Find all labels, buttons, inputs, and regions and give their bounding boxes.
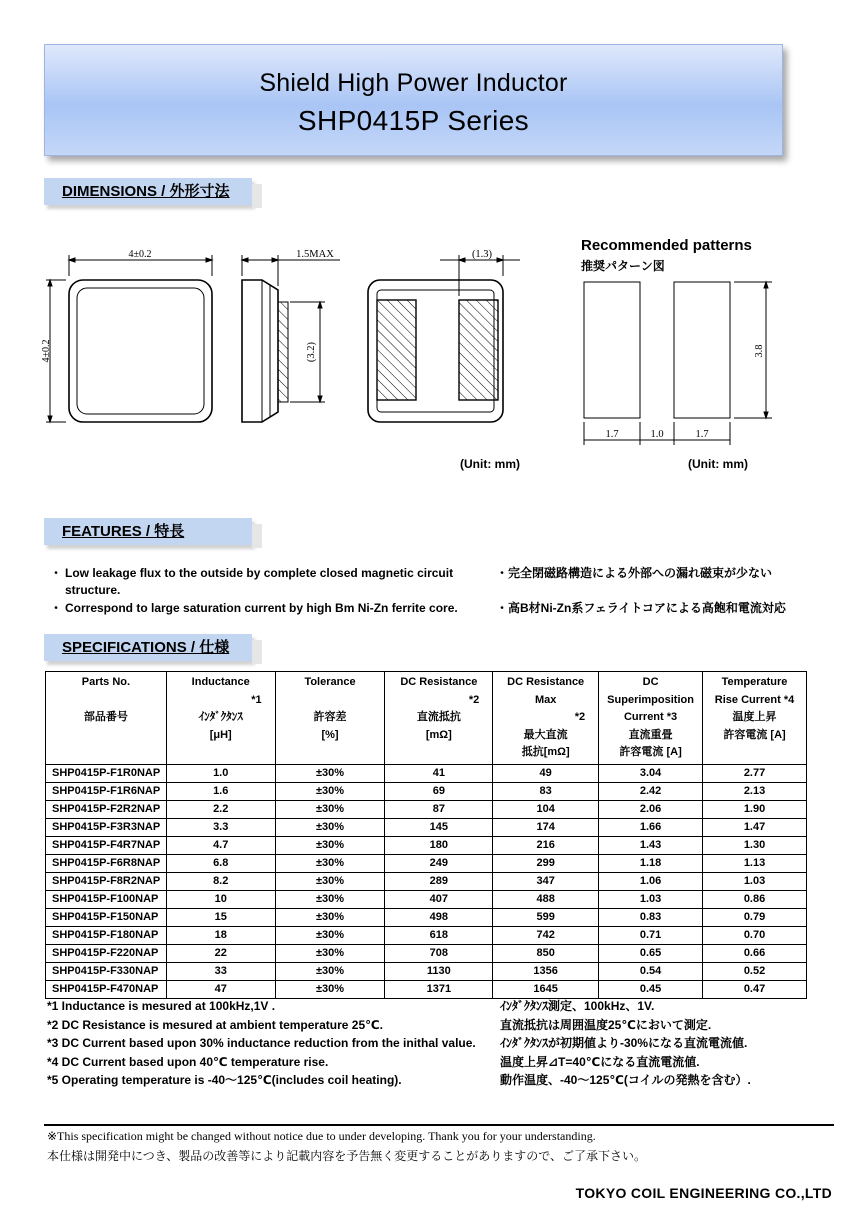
pad-left [584, 282, 640, 418]
header-inductance: Inductance *1 ｲﾝﾀﾞｸﾀﾝｽ [μH] [166, 672, 275, 765]
table-cell: 145 [385, 818, 493, 836]
note-jp-1: ｲﾝﾀﾞｸﾀﾝｽ測定、100kHz、1V. [500, 999, 655, 1013]
table-cell: 41 [385, 764, 493, 782]
table-row [46, 836, 807, 854]
table-cell: 1371 [385, 980, 493, 998]
table-cell: 289 [385, 872, 493, 890]
header-dc-resistance-max: DC Resistance Max *2 最大直流 抵抗[mΩ] [493, 672, 599, 765]
table-cell: 249 [385, 854, 493, 872]
header-dc-resistance: DC Resistance *2 直流抵抗 [mΩ] [385, 672, 493, 765]
table-row [46, 764, 807, 782]
features-heading: FEATURES / 特長 [44, 518, 252, 545]
table-cell: 3.3 [166, 818, 275, 836]
series-title: SHP0415P Series [297, 105, 530, 136]
table-cell: 49 [493, 764, 599, 782]
dimension-drawings [0, 230, 860, 450]
table-cell: 1.0 [166, 764, 275, 782]
table-cell: 3.04 [599, 764, 703, 782]
table-cell: 1.03 [599, 890, 703, 908]
table-cell: ±30% [275, 890, 385, 908]
table-cell: 2.06 [599, 800, 703, 818]
table-cell: 6.8 [166, 854, 275, 872]
product-title: Shield High Power Inductor [259, 69, 568, 97]
feature-item-jp: ・完全閉磁路構造による外部への漏れ磁束が少ない [496, 566, 773, 580]
table-cell: 0.70 [703, 926, 807, 944]
table-cell: 407 [385, 890, 493, 908]
table-cell: 599 [493, 908, 599, 926]
unit-right: (Unit: mm) [688, 457, 748, 471]
company-name: TOKYO COIL ENGINEERING CO.,LTD [575, 1185, 832, 1201]
table-cell: SHP0415P-F1R6NAP [46, 782, 167, 800]
dimensions-heading: DIMENSIONS / 外形寸法 [44, 178, 252, 205]
header-dc-superimposition: DC Superimposition Current *3 直流重畳 許容電流 [A] [599, 672, 703, 765]
header-temperature-rise: Temperature Rise Current *4 温度上昇 許容電流 [A] [703, 672, 807, 765]
note-2: *2 DC Resistance is mesured at ambient temperature 25℃. [47, 1017, 383, 1032]
specifications-heading: SPECIFICATIONS / 仕様 [44, 634, 252, 661]
table-row [46, 872, 807, 890]
table-cell: ±30% [275, 926, 385, 944]
note-5: *5 Operating temperature is -40～125℃(includes coil heating). [47, 1073, 402, 1088]
table-cell: 488 [493, 890, 599, 908]
table-cell: 0.66 [703, 944, 807, 962]
feature-bullet: ・ [50, 566, 63, 580]
table-cell: ±30% [275, 782, 385, 800]
table-cell: SHP0415P-F330NAP [46, 962, 167, 980]
table-cell: SHP0415P-F3R3NAP [46, 818, 167, 836]
table-cell: ±30% [275, 818, 385, 836]
table-cell: 0.54 [599, 962, 703, 980]
feature-item: Correspond to large saturation current by high Bm Ni-Zn ferrite core. [65, 601, 458, 615]
table-cell: ±30% [275, 908, 385, 926]
table-cell: 0.86 [703, 890, 807, 908]
table-cell: 4.7 [166, 836, 275, 854]
table-cell: 1.90 [703, 800, 807, 818]
title-banner [44, 44, 783, 156]
table-cell: 1.30 [703, 836, 807, 854]
table-row [46, 818, 807, 836]
note-jp-2: 直流抵抗は周囲温度25℃において測定. [500, 1017, 712, 1032]
table-cell: 22 [166, 944, 275, 962]
table-row [46, 890, 807, 908]
table-cell: 1.66 [599, 818, 703, 836]
dim-width-label: 4±0.2 [128, 249, 152, 260]
unit-left: (Unit: mm) [460, 457, 520, 471]
note-1: *1 Inductance is mesured at 100kHz,1V . [47, 999, 276, 1013]
table-cell: SHP0415P-F470NAP [46, 980, 167, 998]
table-cell: 0.47 [703, 980, 807, 998]
table-cell: 0.45 [599, 980, 703, 998]
recommended-pattern-subtitle: 推奨パターン図 [581, 259, 665, 273]
table-cell: ±30% [275, 980, 385, 998]
table-cell: SHP0415P-F220NAP [46, 944, 167, 962]
table-cell: 1.06 [599, 872, 703, 890]
table-cell: SHP0415P-F100NAP [46, 890, 167, 908]
table-cell: ±30% [275, 962, 385, 980]
note-4: *4 DC Current based upon 40℃ temperature rise. [47, 1054, 329, 1069]
dim-electrode-label: (1.3) [471, 249, 493, 260]
table-cell: SHP0415P-F8R2NAP [46, 872, 167, 890]
table-cell: 15 [166, 908, 275, 926]
table-cell: 0.83 [599, 908, 703, 926]
dim-inner-label: (3.2) [306, 341, 317, 363]
header-parts-no: Parts No. 部品番号 [46, 672, 167, 765]
table-cell: 216 [493, 836, 599, 854]
table-cell: SHP0415P-F1R0NAP [46, 764, 167, 782]
table-cell: 498 [385, 908, 493, 926]
table-cell: 347 [493, 872, 599, 890]
note-jp-3: ｲﾝﾀﾞｸﾀﾝｽが初期値より-30%になる直流電流値. [500, 1036, 748, 1051]
notes-jp [500, 997, 751, 1090]
table-cell: SHP0415P-F6R8NAP [46, 854, 167, 872]
table-cell: 10 [166, 890, 275, 908]
table-cell: 47 [166, 980, 275, 998]
table-cell: 0.65 [599, 944, 703, 962]
table-cell: 1.18 [599, 854, 703, 872]
table-cell: 1.03 [703, 872, 807, 890]
note-jp-4: 温度上昇⊿T=40℃になる直流電流値. [500, 1054, 700, 1069]
table-row [46, 980, 807, 998]
table-cell: 33 [166, 962, 275, 980]
pad-w1-label: 1.7 [605, 429, 619, 440]
table-cell: ±30% [275, 800, 385, 818]
table-cell: 174 [493, 818, 599, 836]
table-row [46, 782, 807, 800]
table-cell: ±30% [275, 944, 385, 962]
disclaimer-jp: 本仕様は開発中につき、製品の改善等により記載内容を予告無く変更することがありますので、ご了承下さい。 [47, 1149, 647, 1163]
table-cell: ±30% [275, 764, 385, 782]
table-cell: SHP0415P-F2R2NAP [46, 800, 167, 818]
table-cell: 2.13 [703, 782, 807, 800]
recommended-pattern-title: Recommended patterns [581, 237, 752, 254]
table-row [46, 962, 807, 980]
table-cell: 299 [493, 854, 599, 872]
table-cell: 1.13 [703, 854, 807, 872]
disclaimer-en: ※This specification might be changed without notice due to under developing. Thank you for your understanding. [47, 1129, 596, 1143]
table-cell: SHP0415P-F4R7NAP [46, 836, 167, 854]
table-cell: 618 [385, 926, 493, 944]
table-cell: 18 [166, 926, 275, 944]
table-cell: 1645 [493, 980, 599, 998]
table-cell: ±30% [275, 872, 385, 890]
table-cell: 0.71 [599, 926, 703, 944]
table-row [46, 854, 807, 872]
table-cell: SHP0415P-F180NAP [46, 926, 167, 944]
table-cell: 1356 [493, 962, 599, 980]
notes-en [47, 997, 476, 1090]
divider [44, 1124, 834, 1126]
table-cell: 83 [493, 782, 599, 800]
table-cell: 104 [493, 800, 599, 818]
table-cell: 180 [385, 836, 493, 854]
table-cell: ±30% [275, 836, 385, 854]
table-cell: 1.6 [166, 782, 275, 800]
table-cell: 2.77 [703, 764, 807, 782]
table-cell: 69 [385, 782, 493, 800]
table-row [46, 800, 807, 818]
table-cell: 1.47 [703, 818, 807, 836]
header-tolerance: Tolerance 許容差 [%] [275, 672, 385, 765]
front-view-outline [69, 280, 212, 422]
note-jp-5: 動作温度、-40～125℃(コイルの発熱を含む）. [500, 1073, 751, 1088]
side-view-outline [242, 280, 278, 422]
feature-item: Low leakage flux to the outside by complete closed magnetic circuit [65, 566, 454, 580]
table-cell: 1130 [385, 962, 493, 980]
table-cell: 850 [493, 944, 599, 962]
table-cell: 742 [493, 926, 599, 944]
pad-right [674, 282, 730, 418]
feature-item-jp: ・高B材Ni-Zn系フェライトコアによる高飽和電流対応 [496, 601, 786, 615]
table-row [46, 944, 807, 962]
table-row [46, 908, 807, 926]
table-cell: 8.2 [166, 872, 275, 890]
table-cell: 2.42 [599, 782, 703, 800]
dim-thickness-label: 1.5MAX [296, 249, 334, 260]
table-cell: 87 [385, 800, 493, 818]
pad-h-label: 3.8 [754, 344, 765, 358]
table-cell: 708 [385, 944, 493, 962]
specifications-table [45, 671, 807, 999]
dim-height-label: 4±0.2 [41, 339, 52, 363]
feature-item-cont: structure. [65, 583, 121, 597]
pad-w2-label: 1.7 [695, 429, 709, 440]
table-cell: SHP0415P-F150NAP [46, 908, 167, 926]
table-cell: 1.43 [599, 836, 703, 854]
note-3: *3 DC Current based upon 30% inductance reduction from the inithal value. [47, 1036, 476, 1051]
table-cell: ±30% [275, 854, 385, 872]
table-cell: 0.79 [703, 908, 807, 926]
feature-bullet: ・ [50, 601, 63, 615]
pad-gap-label: 1.0 [650, 429, 664, 440]
table-row [46, 926, 807, 944]
table-cell: 2.2 [166, 800, 275, 818]
table-header-row [46, 672, 807, 765]
table-cell: 0.52 [703, 962, 807, 980]
